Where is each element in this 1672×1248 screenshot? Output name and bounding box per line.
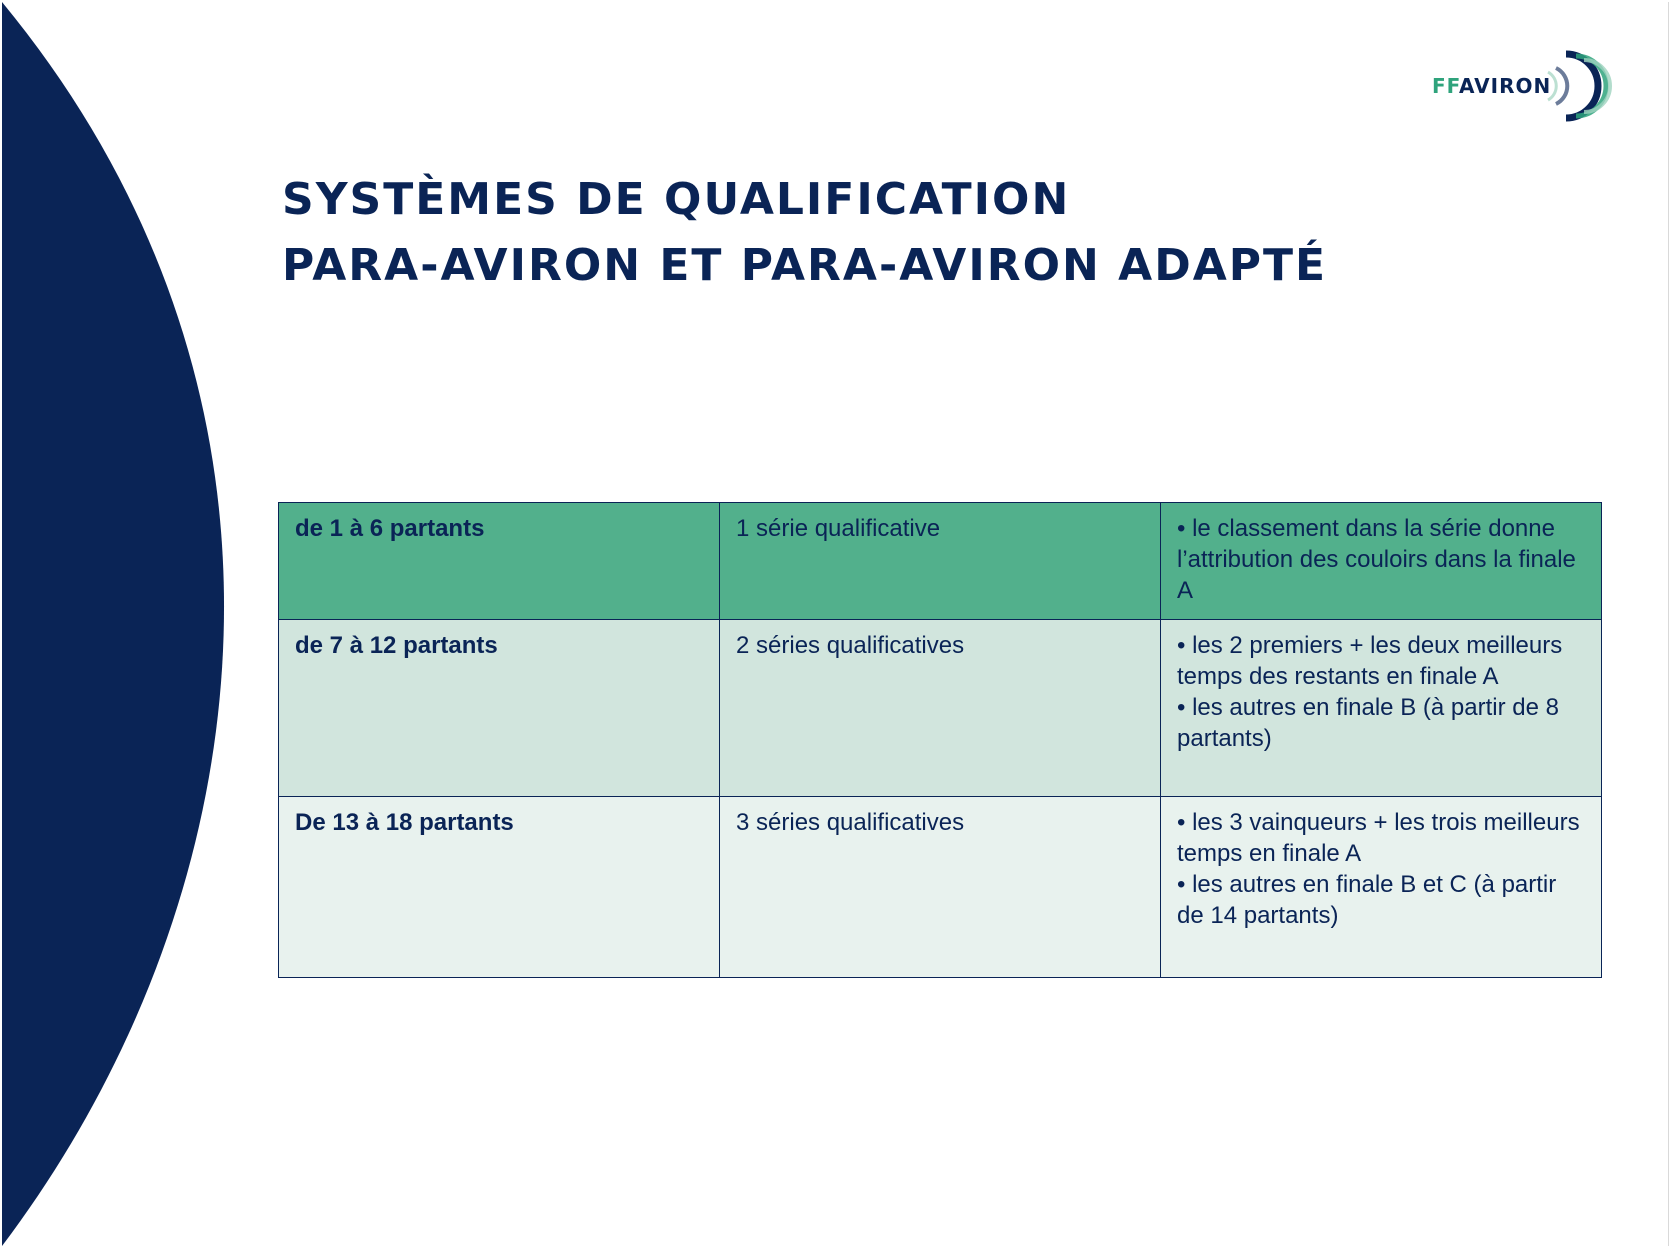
detail-line: • le classement dans la série donne l’attribution des couloirs dans la finale A [1177,515,1576,604]
detail-line: • les autres en finale B et C (à partir de 14 partants) [1177,871,1557,929]
details-cell [1161,503,1602,620]
table-row [279,797,1602,978]
series-cell: 1 série qualificative [720,503,1161,620]
ffaviron-logo [1422,46,1612,126]
partants-cell: De 13 à 18 partants [279,797,720,978]
details-cell [1161,620,1602,797]
table-row [279,620,1602,797]
detail-line: • les autres en finale B (à partir de 8 partants) [1177,694,1559,752]
table-row [279,503,1602,620]
partants-cell: de 1 à 6 partants [279,503,720,620]
page-title [282,167,1327,299]
qualification-table [278,502,1602,978]
title-line-2: PARA-AVIRON ET PARA-AVIRON ADAPTÉ [282,240,1328,291]
detail-line: • les 2 premiers + les deux meilleurs temps des restants en finale A [1177,632,1563,690]
series-cell: 3 séries qualificatives [720,797,1161,978]
decorative-arc [2,2,242,1246]
logo-emblem-icon [1532,46,1612,126]
series-cell: 2 séries qualificatives [720,620,1161,797]
partants-cell: de 7 à 12 partants [279,620,720,797]
detail-line: • les 3 vainqueurs + les trois meilleurs temps en finale A [1177,809,1580,867]
logo-prefix: FF [1432,74,1460,98]
details-cell [1161,797,1602,978]
logo-name: AVIRON [1459,74,1552,98]
title-line-1: SYSTÈMES DE QUALIFICATION [282,174,1071,225]
slide [2,2,1669,1246]
